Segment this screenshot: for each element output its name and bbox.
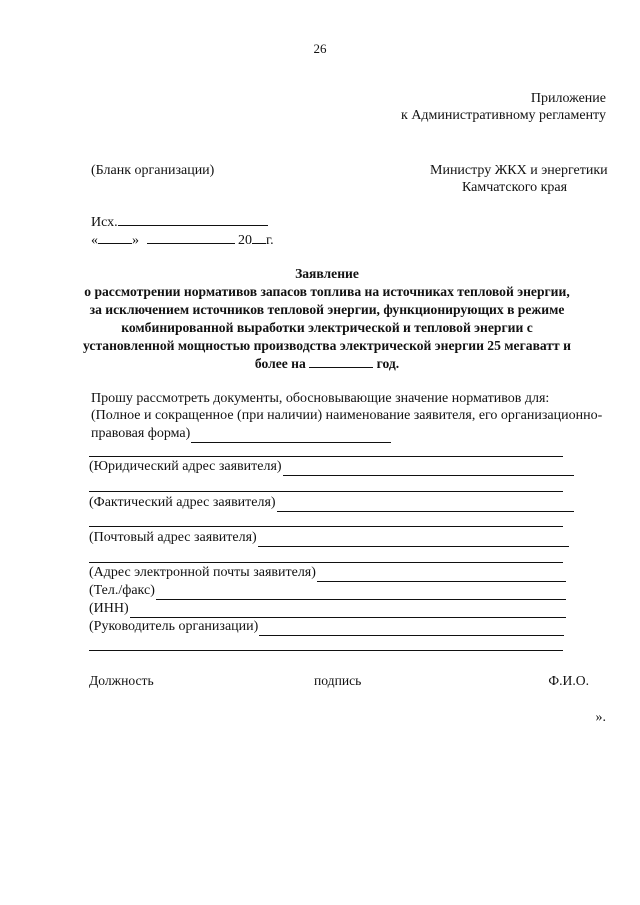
postal-address-label: (Почтовый адрес заявителя) [89, 530, 257, 545]
actual-address-line [277, 499, 574, 512]
title-heading: Заявление [295, 266, 359, 281]
actual-address-field [89, 494, 574, 512]
ref-number-line [118, 213, 268, 226]
outgoing-ref [91, 213, 274, 249]
legal-address-label: (Юридический адрес заявителя) [89, 459, 282, 474]
blank-rule-4 [89, 562, 563, 563]
legal-address-field [89, 458, 574, 476]
recipient-line-1: Министру ЖКХ и энергетики [430, 163, 608, 178]
postal-address-line [258, 534, 569, 547]
blank-rule-5 [89, 650, 563, 651]
quote-open: « [91, 233, 98, 248]
postal-address-field [89, 529, 569, 547]
email-line [317, 569, 566, 582]
position-label: Должность [89, 673, 154, 688]
blank-rule-1 [89, 456, 563, 457]
quote-close: » [132, 233, 139, 248]
title-line-4: установленной мощностью производства электрической энергии 25 мегаватт и [83, 338, 571, 353]
full-name-label: Ф.И.О. [548, 673, 589, 688]
actual-address-label: (Фактический адрес заявителя) [89, 495, 276, 510]
inn-label: (ИНН) [89, 601, 129, 616]
inn-field [89, 600, 566, 618]
title-line-3: комбинированной выработки электрической и тепловой энергии с [121, 320, 533, 335]
inn-line [130, 605, 566, 618]
signature-label: подпись [314, 673, 362, 688]
year-prefix: 20 [238, 233, 252, 248]
ref-prefix: Исх. [91, 215, 118, 230]
head-line [259, 623, 564, 636]
applicant-name-line [191, 430, 391, 443]
request-intro: Прошу рассмотреть документы, обосновывающие значение нормативов для: [91, 391, 550, 406]
title-line-5-prefix: более на [254, 356, 306, 371]
applicant-name-label-2: правовая форма) [91, 426, 191, 441]
phone-fax-field [89, 582, 566, 600]
year-suffix: г. [266, 233, 274, 248]
page-number: 26 [313, 41, 327, 56]
year-line [252, 231, 266, 244]
appendix-line-2: к Административному регламенту [401, 108, 606, 123]
year-blank-line [309, 355, 373, 368]
org-blank-label: (Бланк организации) [91, 163, 215, 178]
head-label: (Руководитель организации) [89, 619, 259, 634]
blank-rule-2 [89, 491, 563, 492]
title-line-5 [80, 355, 574, 373]
application-title [80, 265, 574, 373]
head-field [89, 618, 564, 636]
email-field [89, 564, 566, 582]
recipient-block [430, 162, 610, 196]
closing-quote: ». [595, 710, 606, 725]
title-line-2: за исключением источников тепловой энергии, функционирующих в режиме [89, 302, 565, 317]
appendix-note [401, 90, 606, 124]
month-line [147, 231, 235, 244]
applicant-name-label-1: (Полное и сокращенное (при наличии) наименование заявителя, его организационно- [91, 408, 603, 423]
phone-fax-label: (Тел./факс) [89, 583, 155, 598]
title-line-1: о рассмотрении нормативов запасов топлива на источниках тепловой энергии, [84, 284, 570, 299]
email-label: (Адрес электронной почты заявителя) [89, 565, 316, 580]
blank-rule-3 [89, 526, 563, 527]
recipient-line-2: Камчатского края [462, 180, 568, 195]
applicant-name-field [91, 425, 391, 443]
legal-address-line [283, 463, 574, 476]
appendix-line-1: Приложение [530, 91, 606, 106]
title-line-5-suffix: год. [376, 356, 400, 371]
phone-fax-line [156, 587, 566, 600]
day-line [98, 231, 132, 244]
